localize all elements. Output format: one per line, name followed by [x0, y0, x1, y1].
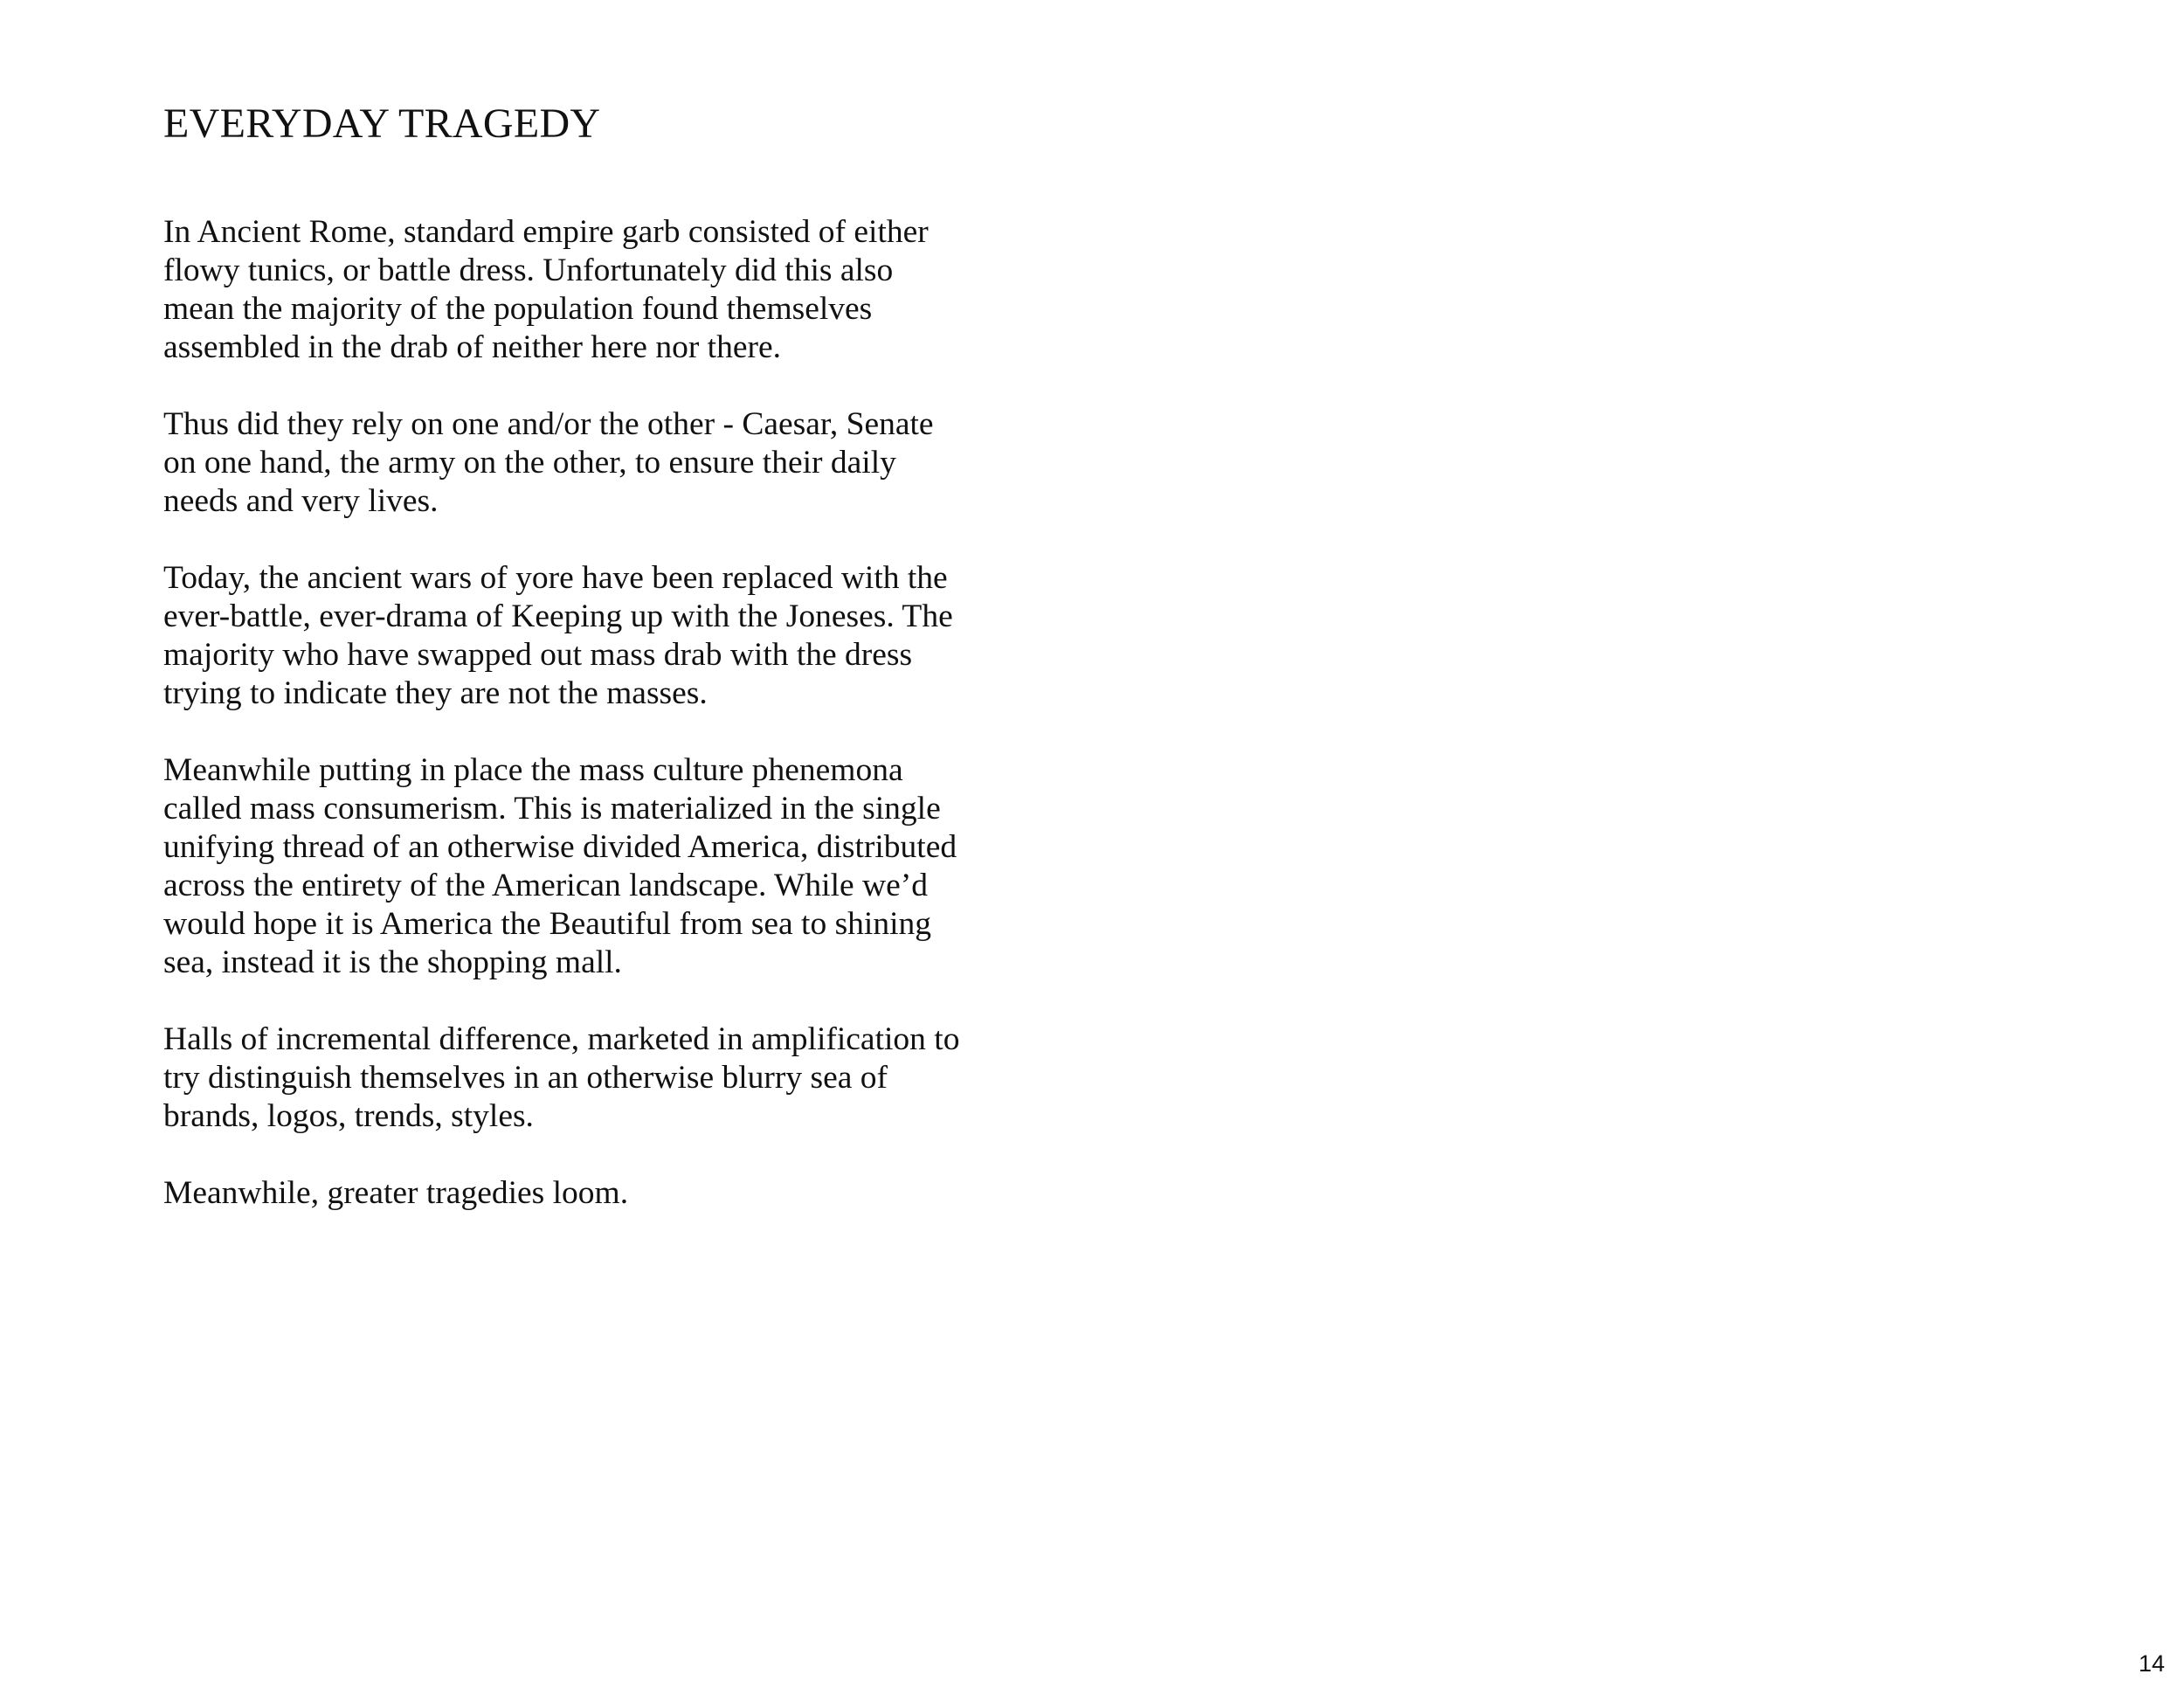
- page-number: 14: [2138, 1650, 2165, 1677]
- paragraph-4: [163, 751, 1037, 982]
- text-line: assembled in the drab of neither here nor there.: [163, 329, 782, 365]
- paragraph-3: [163, 559, 1037, 713]
- text-line: needs and very lives.: [163, 483, 439, 519]
- text-line: Thus did they rely on one and/or the other - Caesar, Senate: [163, 406, 934, 442]
- text-line: In Ancient Rome, standard empire garb consisted of either: [163, 214, 929, 250]
- text-line: ever-battle, ever-drama of Keeping up with the Joneses. The: [163, 598, 953, 634]
- text-line: across the entirety of the American landscape. While we’d: [163, 868, 929, 903]
- paragraph-6: [163, 1174, 1037, 1213]
- text-line: called mass consumerism. This is materialized in the single: [163, 791, 941, 827]
- page-title: EVERYDAY TRAGEDY: [163, 100, 601, 147]
- text-line: Meanwhile, greater tragedies loom.: [163, 1175, 629, 1211]
- text-line: try distinguish themselves in an otherwise blurry sea of: [163, 1060, 888, 1096]
- text-line: Meanwhile putting in place the mass culture phenemona: [163, 752, 903, 788]
- paragraph-2: [163, 405, 1037, 521]
- text-line: mean the majority of the population found themselves: [163, 291, 873, 327]
- text-line: sea, instead it is the shopping mall.: [163, 944, 622, 980]
- text-line: unifying thread of an otherwise divided America, distributed: [163, 829, 957, 865]
- text-line: majority who have swapped out mass drab with the dress: [163, 637, 913, 673]
- body-text: [163, 213, 1037, 1251]
- paragraph-1: [163, 213, 1037, 367]
- text-line: flowy tunics, or battle dress. Unfortunately did this also: [163, 252, 894, 288]
- text-line: on one hand, the army on the other, to ensure their daily: [163, 445, 896, 481]
- text-line: brands, logos, trends, styles.: [163, 1098, 534, 1134]
- text-line: would hope it is America the Beautiful from sea to shining: [163, 906, 931, 942]
- text-line: trying to indicate they are not the masses.: [163, 675, 708, 711]
- paragraph-5: [163, 1020, 1037, 1136]
- text-line: Halls of incremental difference, marketed in amplification to: [163, 1021, 960, 1057]
- text-line: Today, the ancient wars of yore have been replaced with the: [163, 560, 948, 596]
